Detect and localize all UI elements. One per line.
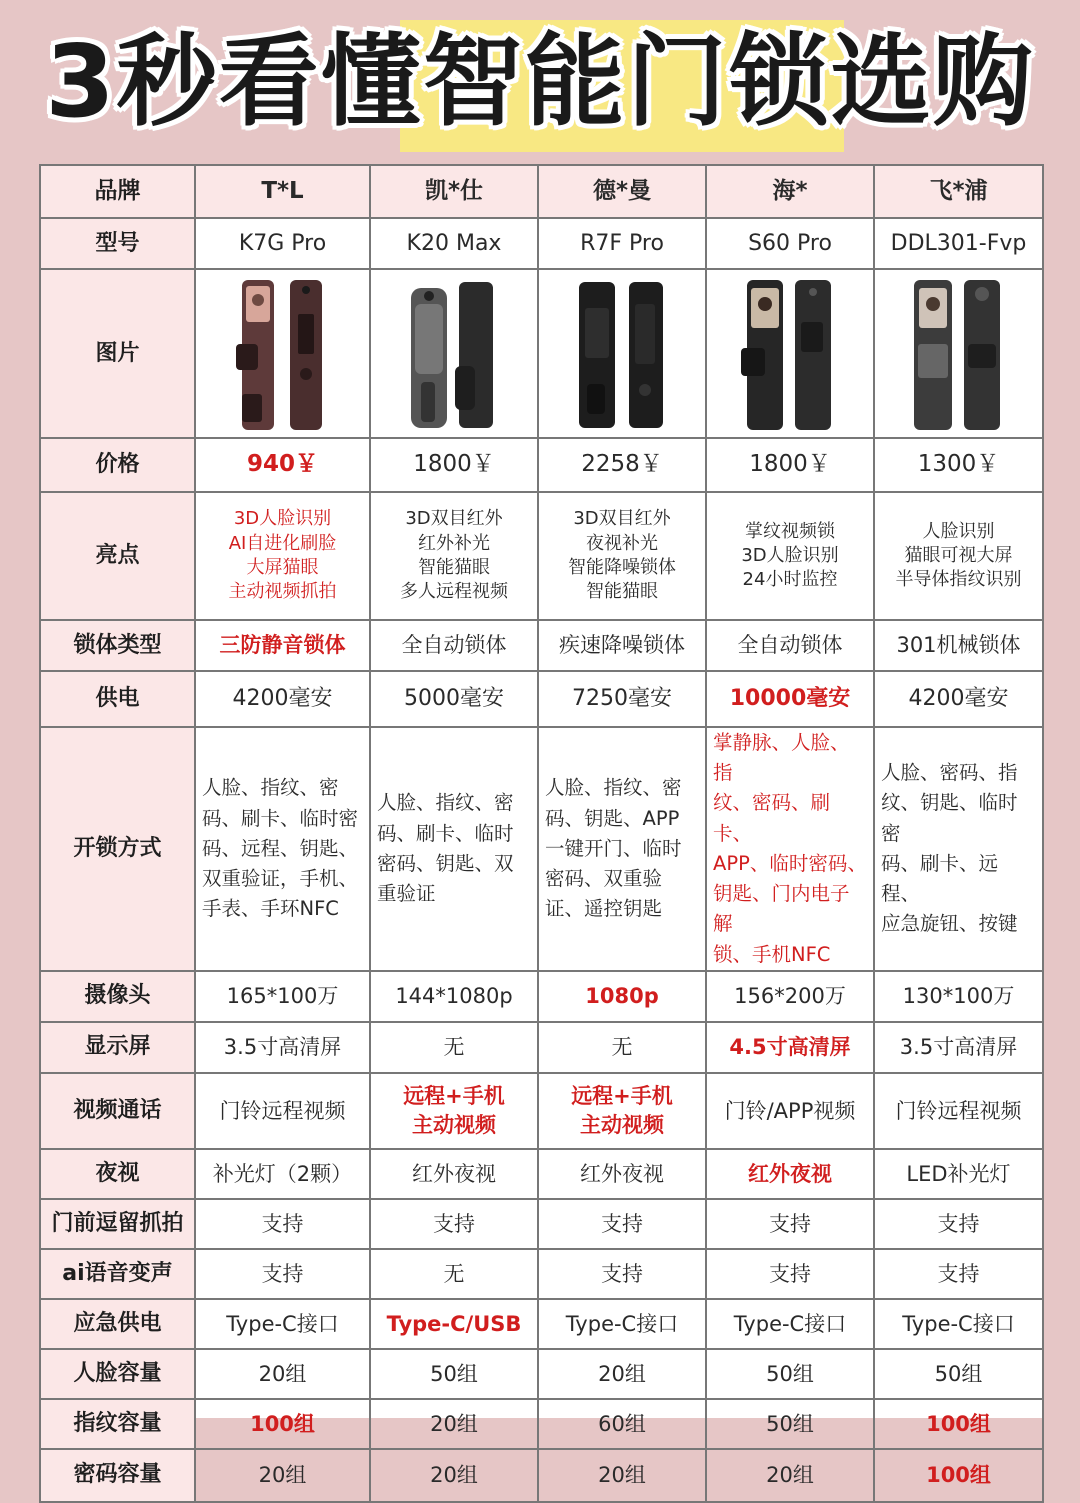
highlight-line: 智能猫眼 — [418, 557, 490, 578]
video-call-line: 远程+手机 — [571, 1084, 673, 1109]
model-cell: K20 Max — [370, 218, 538, 269]
emergency-power-row — [40, 1299, 1043, 1349]
highlights-cell — [874, 492, 1043, 620]
unlock-cell — [874, 727, 1043, 971]
model-row — [40, 218, 1043, 269]
row-label: 指纹容量 — [40, 1399, 195, 1449]
password-capacity-cell: 20组 — [195, 1449, 370, 1502]
row-label: 视频通话 — [40, 1073, 195, 1149]
price-cell: 2258￥ — [538, 438, 706, 492]
night-vision-cell: 红外夜视 — [370, 1149, 538, 1199]
brand-row — [40, 165, 1043, 218]
unlock-line: 纹、密码、刷卡、 — [713, 791, 831, 845]
highlight-line: 红外补光 — [418, 532, 490, 554]
password-capacity-cell: 20组 — [370, 1449, 538, 1502]
model-cell: R7F Pro — [538, 218, 706, 269]
unlock-line: 码、刷卡、临时 — [377, 821, 514, 845]
screen-cell: 4.5寸高清屏 — [706, 1022, 874, 1073]
model-cell: DDL301-Fvp — [874, 218, 1043, 269]
voice-cell: 无 — [370, 1249, 538, 1299]
video-call-line: 门铃远程视频 — [895, 1098, 1022, 1123]
password-capacity-cell: 100组 — [874, 1449, 1043, 1502]
row-label: 应急供电 — [40, 1299, 195, 1349]
highlight-line: 3D双目红外 — [405, 508, 503, 530]
face-capacity-cell: 20组 — [195, 1349, 370, 1399]
fingerprint-capacity-cell: 60组 — [538, 1399, 706, 1449]
power-cell: 10000毫安 — [706, 671, 874, 727]
highlight-line: 智能降噪锁体 — [568, 557, 676, 578]
camera-cell: 1080p — [538, 971, 706, 1022]
unlock-line: 钥匙、门内电子解 — [713, 882, 850, 936]
row-label: 夜视 — [40, 1149, 195, 1199]
comparison-table — [39, 164, 1044, 1503]
lock-body-cell: 疾速降噪锁体 — [538, 620, 706, 671]
snapshot-cell: 支持 — [874, 1199, 1043, 1249]
highlight-line: 24小时监控 — [742, 569, 838, 591]
price-cell: 1300￥ — [874, 438, 1043, 492]
row-label: 锁体类型 — [40, 620, 195, 671]
highlight-line: 掌纹视频锁 — [745, 520, 835, 542]
row-label: 摄像头 — [40, 971, 195, 1022]
model-cell: K7G Pro — [195, 218, 370, 269]
emergency-power-cell: Type-C接口 — [538, 1299, 706, 1349]
voice-row — [40, 1249, 1043, 1299]
unlock-line: 人脸、密码、指 — [881, 761, 1018, 785]
highlight-line: 多人远程视频 — [400, 581, 508, 603]
highlight-line: 夜视补光 — [586, 532, 658, 554]
face-capacity-row — [40, 1349, 1043, 1399]
highlight-line: 大屏猫眼 — [246, 557, 319, 578]
product-image-cell — [195, 269, 370, 438]
unlock-cell — [195, 727, 370, 971]
snapshot-cell: 支持 — [538, 1199, 706, 1249]
power-row — [40, 671, 1043, 727]
product-image-cell — [538, 269, 706, 438]
highlight-line: 半导体指纹识别 — [895, 569, 1022, 591]
brand-cell: 德*曼 — [538, 165, 706, 218]
unlock-line: 码、刷卡、临时密 — [202, 806, 359, 830]
snapshot-cell: 支持 — [195, 1199, 370, 1249]
video-call-line: 门铃/APP视频 — [724, 1098, 856, 1123]
night-vision-cell: 红外夜视 — [538, 1149, 706, 1199]
video-call-line: 主动视频 — [412, 1112, 496, 1137]
voice-cell: 支持 — [195, 1249, 370, 1299]
video-call-cell — [370, 1073, 538, 1149]
voice-cell: 支持 — [538, 1249, 706, 1299]
fingerprint-capacity-cell: 20组 — [370, 1399, 538, 1449]
row-label: 价格 — [40, 438, 195, 492]
highlights-cell — [370, 492, 538, 620]
unlock-line: 手表、手环NFC — [202, 897, 339, 921]
video-call-line: 门铃远程视频 — [219, 1098, 346, 1123]
unlock-line: 人脸、指纹、密 — [545, 776, 682, 800]
night-vision-cell: 补光灯（2颗） — [195, 1149, 370, 1199]
row-label: 品牌 — [40, 165, 195, 218]
video-call-cell — [874, 1073, 1043, 1149]
unlock-line: APP、临时密码、 — [713, 851, 867, 875]
camera-row — [40, 971, 1043, 1022]
product-image-cell — [874, 269, 1043, 438]
unlock-line: 码、远程、钥匙、 — [202, 836, 359, 860]
brand-cell: 飞*浦 — [874, 165, 1043, 218]
emergency-power-cell: Type-C接口 — [195, 1299, 370, 1349]
smart-lock-image — [567, 274, 677, 434]
screen-cell: 无 — [538, 1022, 706, 1073]
row-label: 亮点 — [40, 492, 195, 620]
emergency-power-cell: Type-C/USB — [370, 1299, 538, 1349]
unlock-line: 密码、双重验 — [545, 866, 663, 890]
highlight-line: AI自进化刷脸 — [228, 532, 337, 554]
screen-row — [40, 1022, 1043, 1073]
video-call-cell — [538, 1073, 706, 1149]
screen-cell: 3.5寸高清屏 — [195, 1022, 370, 1073]
lock-body-cell: 全自动锁体 — [706, 620, 874, 671]
highlight-line: 3D双目红外 — [573, 508, 671, 530]
video-call-cell — [195, 1073, 370, 1149]
title-banner — [0, 0, 1080, 160]
price-cell: 1800￥ — [706, 438, 874, 492]
fingerprint-capacity-cell: 50组 — [706, 1399, 874, 1449]
smart-lock-image — [735, 274, 845, 434]
highlight-line: 3D人脸识别 — [233, 508, 332, 530]
highlight-line: 人脸识别 — [922, 520, 995, 542]
power-cell: 5000毫安 — [370, 671, 538, 727]
emergency-power-cell: Type-C接口 — [874, 1299, 1043, 1349]
row-label: 供电 — [40, 671, 195, 727]
unlock-line: 双重验证，手机、 — [202, 866, 359, 890]
face-capacity-cell: 50组 — [706, 1349, 874, 1399]
unlock-line: 码、刷卡、远程、 — [881, 851, 999, 906]
emergency-power-cell: Type-C接口 — [706, 1299, 874, 1349]
brand-cell: T*L — [195, 165, 370, 218]
unlock-cell — [706, 727, 874, 971]
face-capacity-cell: 50组 — [874, 1349, 1043, 1399]
unlock-line: 一键开门、临时 — [545, 836, 682, 860]
fingerprint-capacity-cell: 100组 — [874, 1399, 1043, 1449]
night-vision-cell: LED补光灯 — [874, 1149, 1043, 1199]
unlock-line: 码、钥匙、APP — [545, 806, 680, 830]
row-label: 显示屏 — [40, 1022, 195, 1073]
price-cell: 1800￥ — [370, 438, 538, 492]
highlight-line: 智能猫眼 — [586, 581, 658, 603]
unlock-row — [40, 727, 1043, 971]
highlights-cell — [706, 492, 874, 620]
unlock-line: 密码、钥匙、双 — [377, 851, 514, 875]
screen-cell: 无 — [370, 1022, 538, 1073]
highlight-line: 主动视频抓拍 — [228, 581, 337, 603]
camera-cell: 156*200万 — [706, 971, 874, 1022]
password-capacity-cell: 20组 — [538, 1449, 706, 1502]
row-label: 人脸容量 — [40, 1349, 195, 1399]
unlock-line: 纹、钥匙、临时密 — [881, 791, 1018, 845]
row-label: 门前逗留抓拍 — [40, 1199, 195, 1249]
camera-cell: 165*100万 — [195, 971, 370, 1022]
page-title: 3秒看懂智能门锁选购 — [45, 23, 1035, 140]
night-vision-row — [40, 1149, 1043, 1199]
unlock-line: 锁、手机NFC — [713, 942, 831, 966]
video-call-line: 远程+手机 — [403, 1084, 505, 1109]
lock-body-cell: 三防静音锁体 — [195, 620, 370, 671]
highlight-line: 3D人脸识别 — [741, 544, 839, 566]
password-capacity-cell: 20组 — [706, 1449, 874, 1502]
row-label: 开锁方式 — [40, 727, 195, 971]
product-image-cell — [706, 269, 874, 438]
smart-lock-image — [228, 274, 338, 434]
video-call-row — [40, 1073, 1043, 1149]
snapshot-row — [40, 1199, 1043, 1249]
unlock-line: 人脸、指纹、密 — [377, 791, 514, 815]
power-cell: 4200毫安 — [874, 671, 1043, 727]
password-capacity-row — [40, 1449, 1043, 1502]
row-label: ai语音变声 — [40, 1249, 195, 1299]
image-row — [40, 269, 1043, 438]
highlights-cell — [195, 492, 370, 620]
unlock-line: 人脸、指纹、密 — [202, 776, 339, 800]
snapshot-cell: 支持 — [370, 1199, 538, 1249]
camera-cell: 144*1080p — [370, 971, 538, 1022]
unlock-line: 掌静脉、人脸、指 — [713, 731, 850, 785]
brand-cell: 海* — [706, 165, 874, 218]
fingerprint-capacity-cell: 100组 — [195, 1399, 370, 1449]
power-cell: 7250毫安 — [538, 671, 706, 727]
voice-cell: 支持 — [874, 1249, 1043, 1299]
row-label: 型号 — [40, 218, 195, 269]
unlock-cell — [370, 727, 538, 971]
face-capacity-cell: 50组 — [370, 1349, 538, 1399]
smart-lock-image — [904, 274, 1014, 434]
camera-cell: 130*100万 — [874, 971, 1043, 1022]
voice-cell: 支持 — [706, 1249, 874, 1299]
highlights-row — [40, 492, 1043, 620]
highlights-cell — [538, 492, 706, 620]
power-cell: 4200毫安 — [195, 671, 370, 727]
snapshot-cell: 支持 — [706, 1199, 874, 1249]
row-label: 图片 — [40, 269, 195, 438]
unlock-line: 重验证 — [377, 882, 436, 906]
model-cell: S60 Pro — [706, 218, 874, 269]
lock-body-cell: 全自动锁体 — [370, 620, 538, 671]
highlight-line: 猫眼可视大屏 — [904, 544, 1013, 566]
unlock-line: 应急旋钮、按键 — [881, 912, 1018, 936]
screen-cell: 3.5寸高清屏 — [874, 1022, 1043, 1073]
unlock-line: 证、遥控钥匙 — [545, 897, 663, 921]
video-call-line: 主动视频 — [580, 1112, 664, 1137]
price-row — [40, 438, 1043, 492]
lock-body-row — [40, 620, 1043, 671]
unlock-cell — [538, 727, 706, 971]
smart-lock-image — [399, 274, 509, 434]
lock-body-cell: 301机械锁体 — [874, 620, 1043, 671]
price-cell: 940￥ — [195, 438, 370, 492]
night-vision-cell: 红外夜视 — [706, 1149, 874, 1199]
product-image-cell — [370, 269, 538, 438]
row-label: 密码容量 — [40, 1449, 195, 1502]
brand-cell: 凯*仕 — [370, 165, 538, 218]
face-capacity-cell: 20组 — [538, 1349, 706, 1399]
video-call-cell — [706, 1073, 874, 1149]
comparison-table-wrap — [39, 164, 1042, 1488]
fingerprint-capacity-row — [40, 1399, 1043, 1449]
